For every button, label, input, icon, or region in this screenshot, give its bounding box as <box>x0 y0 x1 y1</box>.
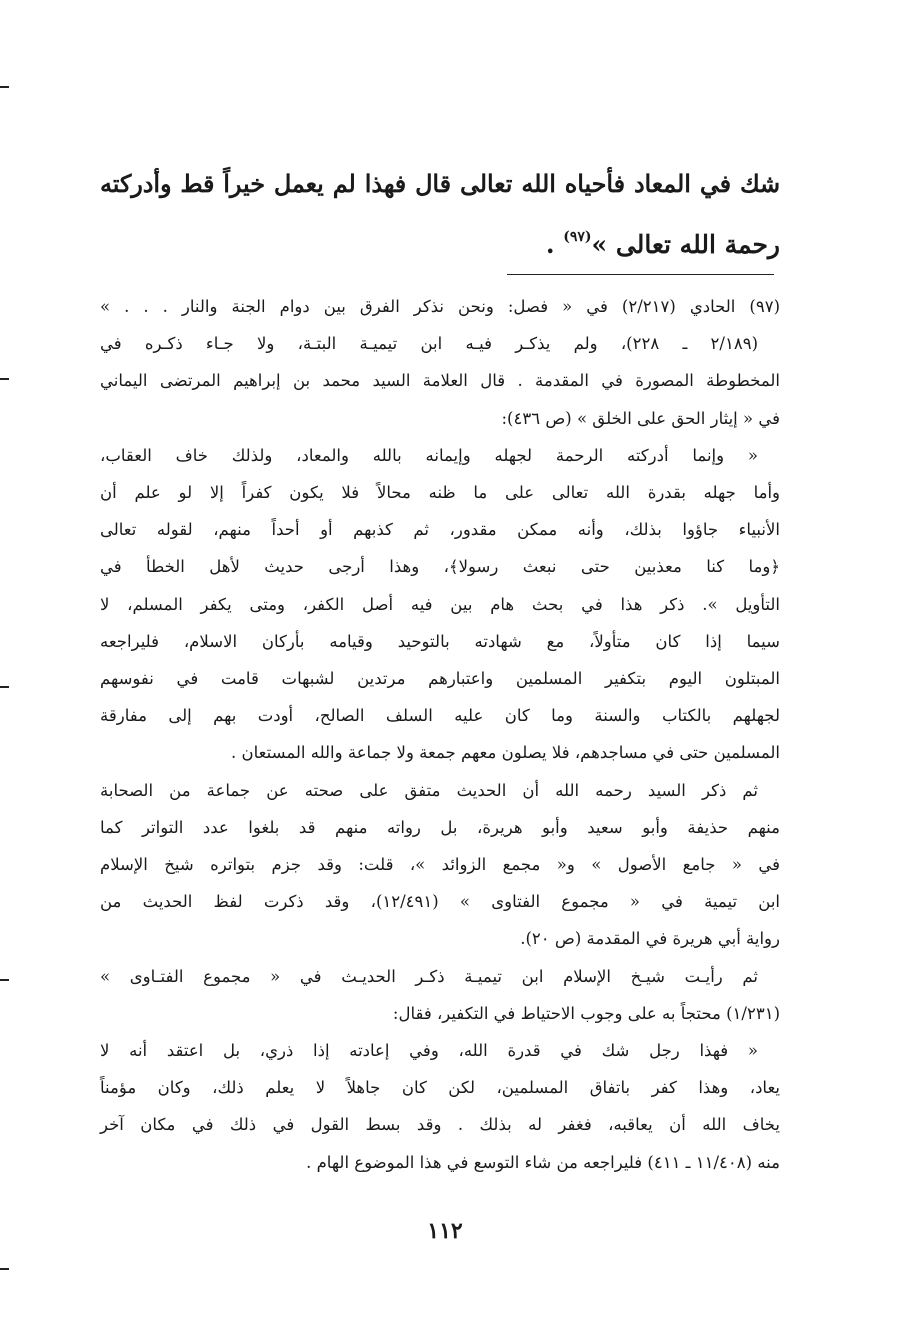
footnote-line: المخطوطة المصورة في المقدمة . قال العلامة السيد محمد بن إبراهيم المرتضى اليماني <box>100 371 780 391</box>
margin-tick <box>0 86 9 88</box>
footnote-line: « وإنما أدركته الرحمة لجهله وإيمانه بالله والمعاد، ولذلك خاف العقاب، <box>100 445 758 465</box>
footnote-line: في « إيثار الحق على الخلق » (ص ٤٣٦): <box>501 408 780 428</box>
footnote-line: المبتلون اليوم بتكفير المسلمين واعتبارهم مرتدين لشبهات قامت في نفوسهم <box>100 669 780 689</box>
footnote-line: ثم رأيـت شيـخ الإسلام ابن تيميـة ذكـر الحديـث في « مجموع الفتـاوى » <box>100 966 758 986</box>
footnote-line: منه (١١/٤٠٨ ـ ٤١١) فليراجعه من شاء التوسع في هذا الموضوع الهام . <box>306 1152 780 1172</box>
margin-tick <box>0 378 9 380</box>
footnote-line: (٢/١٨٩ ـ ٢٢٨)، ولم يذكـر فيـه ابن تيميـة البتـة، ولا جـاء ذكـره في <box>100 334 758 354</box>
footnote-line: سيما إذا كان متأولاً، مع شهادته بالتوحيد وقيامه بأركان الاسلام، فليراجعه <box>100 631 780 651</box>
margin-tick <box>0 1268 9 1270</box>
margin-tick <box>0 979 9 981</box>
footnote-line: (١/٢٣١) محتجاً به على وجوب الاحتياط في التكفير، فقال: <box>392 1003 780 1023</box>
footnote-separator <box>507 274 774 275</box>
footnote-line: المسلمين حتى في مساجدهم، فلا يصلون معهم جمعة ولا جماعة والله المستعان . <box>231 743 780 763</box>
footnote-line: يخاف الله أن يعاقبه، فغفر له بذلك . وقد بسط القول في ذلك في مكان آخر <box>100 1115 780 1135</box>
footnote-line: منهم حذيفة وأبو سعيد وأبو هريرة، بل رواته منهم قد بلغوا عدد التواتر كما <box>100 817 780 837</box>
footnote-line: ﴿وما كنا معذبين حتى نبعث رسولا﴾، وهذا أرجى حديث لأهل الخطأ في <box>100 557 780 577</box>
main-text-end-mark: . <box>545 230 555 259</box>
footnote-line: في « جامع الأصول » و« مجمع الزوائد »، قلت: وقد جزم بتواتره شيخ الإسلام <box>100 855 780 875</box>
footnote-line: التأويل ». ذكر هذا في بحث هام بين فيه أصل الكفر، ومتى يكفر المسلم، لا <box>100 594 780 614</box>
footnotes <box>100 288 780 1181</box>
footnote-line: رواية أبي هريرة في المقدمة (ص ٢٠). <box>520 929 780 949</box>
main-text <box>100 158 780 271</box>
main-text-line <box>100 211 780 271</box>
footnote-line: « فهذا رجل شك في قدرة الله، وفي إعادته إذا ذري، بل اعتقد أنه لا <box>100 1041 758 1061</box>
footnote-line: ثم ذكر السيد رحمه الله أن الحديث متفق على صحته عن جماعة من الصحابة <box>100 780 758 800</box>
footnote-line: (٩٧) الحادي (٢/٢١٧) في « فصل: ونحن نذكر الفرق بين دوام الجنة والنار . . . » <box>100 297 781 316</box>
main-text-line-end: رحمة الله تعالى » <box>591 230 780 259</box>
footnote-line: يعاد، وهذا كفر باتفاق المسلمين، لكن كان جاهلاً لا يعلم ذلك، وكان مؤمناً <box>100 1078 780 1098</box>
margin-tick <box>0 686 9 688</box>
footnote-line: لجهلهم بالكتاب والسنة وما كان عليه السلف الصالح، أودت بهم إلى مفارقة <box>100 706 780 726</box>
footnote-line: وأما جهله بقدرة الله تعالى على ما ظنه محالاً فلا يكون كفراً إلا لو علم أن <box>100 483 780 503</box>
footnote-line: الأنبياء جاؤوا بذلك، وأنه ممكن مقدور، ثم كذبهم أو أحداً منهم، لقوله تعالى <box>100 520 780 540</box>
footnote-reference: (٩٧) <box>563 229 592 245</box>
footnote-line: ابن تيمية في « مجموع الفتاوى » (١٢/٤٩١)، وقد ذكرت لفظ الحديث من <box>100 892 780 912</box>
main-text-line: شك في المعاد فأحياه الله تعالى قال فهذا لم يعمل خيراً قط وأدركته <box>100 170 780 198</box>
page-number: ١١٢ <box>427 1218 463 1244</box>
